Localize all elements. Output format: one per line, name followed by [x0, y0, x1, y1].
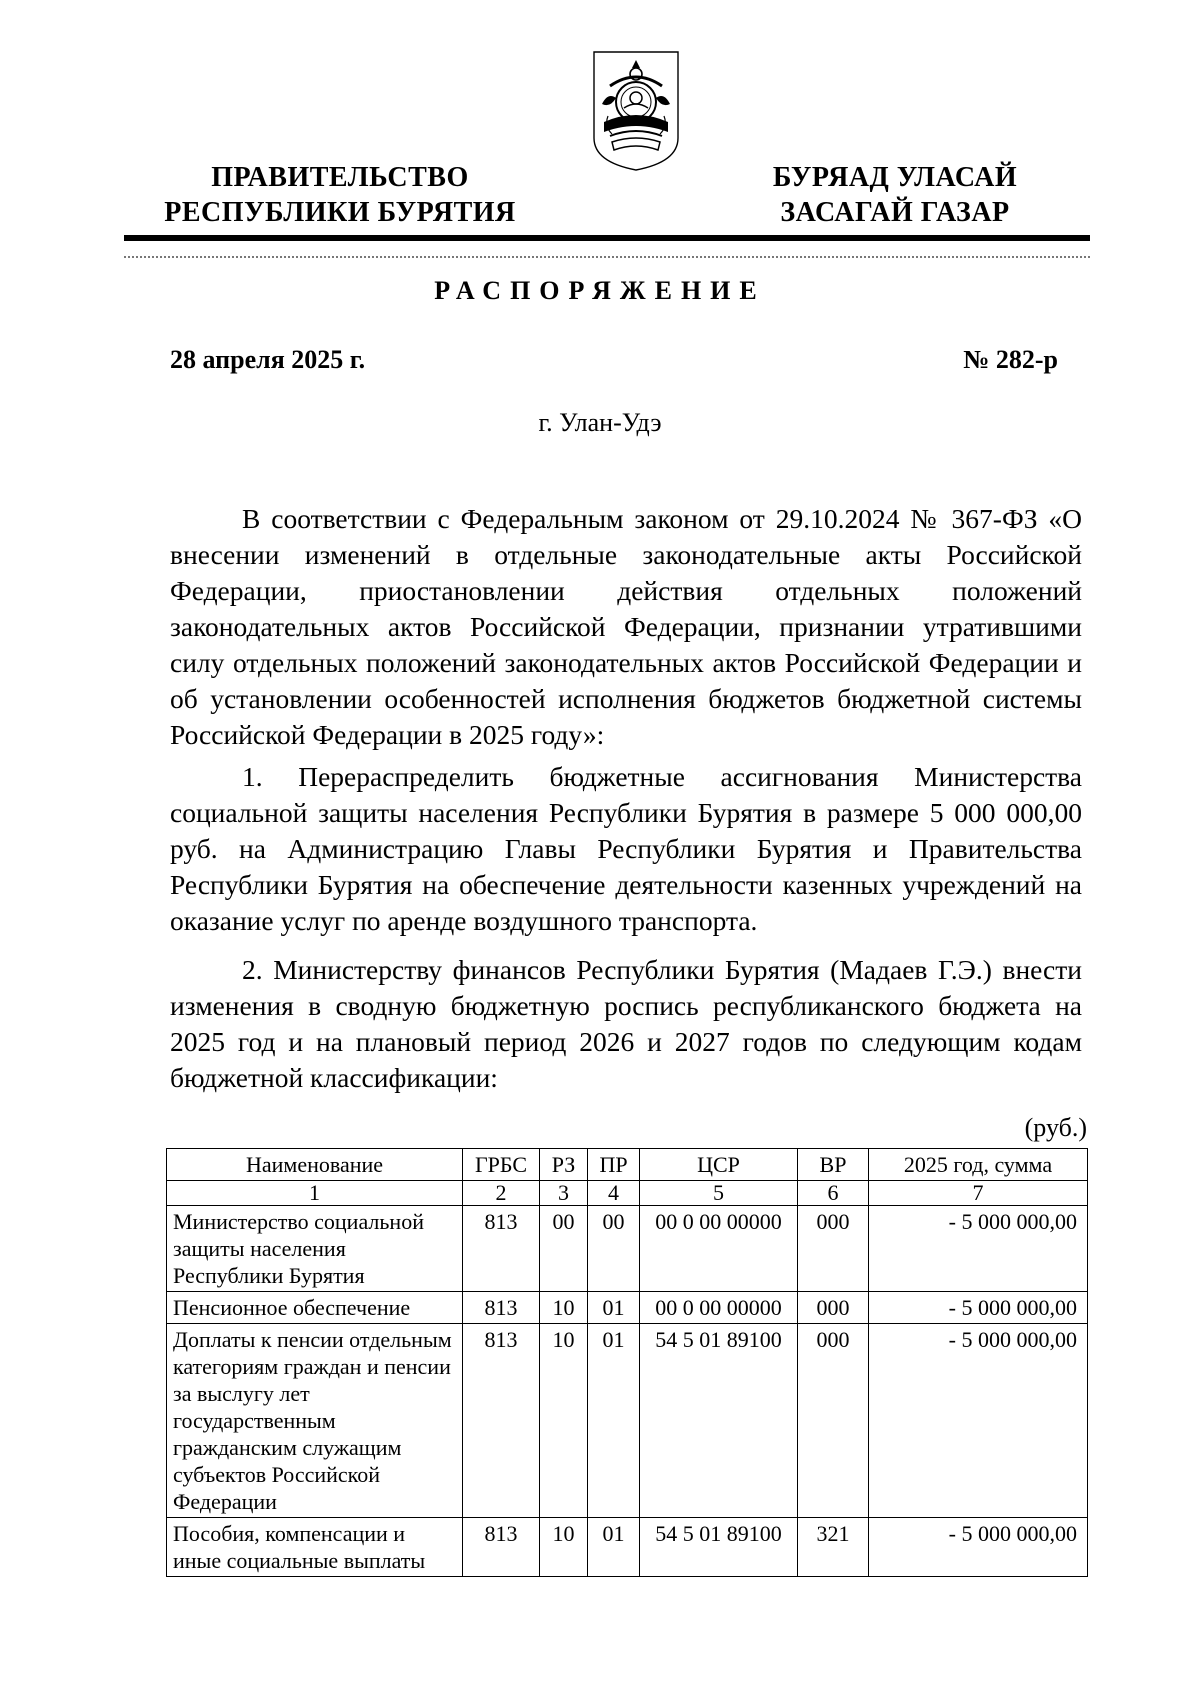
cell-name: Пенсионное обеспечение [167, 1292, 463, 1324]
cell-csr: 54 5 01 89100 [640, 1324, 798, 1518]
cell-grbs: 813 [463, 1324, 540, 1518]
col-header-rz: РЗ [540, 1149, 588, 1181]
budget-classification-table [166, 1148, 1088, 1577]
col-header-name: Наименование [167, 1149, 463, 1181]
table-row [167, 1324, 1088, 1518]
cell-csr: 54 5 01 89100 [640, 1518, 798, 1577]
cell-csr: 00 0 00 00000 [640, 1292, 798, 1324]
column-index: 2 [463, 1181, 540, 1206]
header-right-title [745, 160, 1045, 230]
column-index: 6 [798, 1181, 869, 1206]
cell-name: Министерство социальной защиты населения Республики Бурятия [167, 1206, 463, 1292]
cell-vr: 000 [798, 1206, 869, 1292]
header-divider-thin [124, 256, 1090, 258]
cell-rz: 00 [540, 1206, 588, 1292]
header-right-line-2: ЗАСАГАЙ ГАЗАР [780, 197, 1010, 228]
cell-sum: - 5 000 000,00 [869, 1518, 1088, 1577]
column-index-row [167, 1181, 1088, 1206]
column-index: 5 [640, 1181, 798, 1206]
col-header-csr: ЦСР [640, 1149, 798, 1181]
cell-vr: 321 [798, 1518, 869, 1577]
cell-rz: 10 [540, 1518, 588, 1577]
document-date: 28 апреля 2025 г. [170, 345, 366, 374]
table-unit-label: (руб.) [1024, 1113, 1087, 1142]
cell-grbs: 813 [463, 1292, 540, 1324]
col-header-vr: ВР [798, 1149, 869, 1181]
table-row [167, 1206, 1088, 1292]
column-index: 7 [869, 1181, 1088, 1206]
header-left-line-1: ПРАВИТЕЛЬСТВО [211, 162, 469, 193]
column-index: 4 [588, 1181, 640, 1206]
document-city: г. Улан-Удэ [538, 408, 662, 437]
col-header-grbs: ГРБС [463, 1149, 540, 1181]
col-header-sum: 2025 год, сумма [869, 1149, 1088, 1181]
header-left-line-2: РЕСПУБЛИКИ БУРЯТИЯ [164, 197, 516, 228]
cell-pr: 01 [588, 1292, 640, 1324]
cell-grbs: 813 [463, 1518, 540, 1577]
cell-pr: 00 [588, 1206, 640, 1292]
cell-grbs: 813 [463, 1206, 540, 1292]
cell-sum: - 5 000 000,00 [869, 1292, 1088, 1324]
cell-sum: - 5 000 000,00 [869, 1206, 1088, 1292]
table-row [167, 1518, 1088, 1577]
column-index: 3 [540, 1181, 588, 1206]
col-header-pr: ПР [588, 1149, 640, 1181]
cell-rz: 10 [540, 1292, 588, 1324]
header-divider-thick [124, 235, 1090, 241]
header-right-line-1: БУРЯАД УЛАСАЙ [772, 162, 1018, 193]
header-left-title [155, 160, 525, 230]
item-2-paragraph: 2. Министерству финансов Республики Бурятия (Мадаев Г.Э.) внести изменения в сводную бюджетную роспись республиканского бюджета на 2025 год и на плановый период 2026 и 2027 годов по следующим кодам бюджетной классификации: [170, 954, 1082, 1093]
document-title: РАСПОРЯЖЕНИЕ [434, 276, 766, 305]
document-number: № 282-р [963, 345, 1058, 374]
cell-name: Доплаты к пенсии отдельным категориям граждан и пенсии за выслугу лет государственным гражданским служащим субъектов Российской Федерации [167, 1324, 463, 1518]
table-row [167, 1292, 1088, 1324]
coat-of-arms-icon [588, 46, 684, 174]
table-header-row [167, 1149, 1088, 1181]
cell-pr: 01 [588, 1518, 640, 1577]
cell-sum: - 5 000 000,00 [869, 1324, 1088, 1518]
cell-csr: 00 0 00 00000 [640, 1206, 798, 1292]
cell-pr: 01 [588, 1324, 640, 1518]
intro-paragraph: В соответствии с Федеральным законом от 29.10.2024 № 367-ФЗ «О внесении изменений в отдельные законодательные акты Российской Федерации, приостановлении действия отдельных положений законодательных актов Российской Федерации, признании утратившими силу отдельных положений законодательных актов Российской Федерации и об установлении особенностей исполнения бюджетов бюджетной системы Российской Федерации в 2025 году»: [170, 503, 1082, 750]
item-1-paragraph: 1. Перераспределить бюджетные ассигнования Министерства социальной защиты населения Республики Бурятия в размере 5 000 000,00 руб. на Администрацию Главы Республики Бурятия и Правительства Республики Бурятия на обеспечение деятельности казенных учреждений на оказание услуг по аренде воздушного транспорта. [170, 761, 1082, 936]
column-index: 1 [167, 1181, 463, 1206]
cell-name: Пособия, компенсации и иные социальные выплаты [167, 1518, 463, 1577]
cell-rz: 10 [540, 1324, 588, 1518]
cell-vr: 000 [798, 1292, 869, 1324]
cell-vr: 000 [798, 1324, 869, 1518]
